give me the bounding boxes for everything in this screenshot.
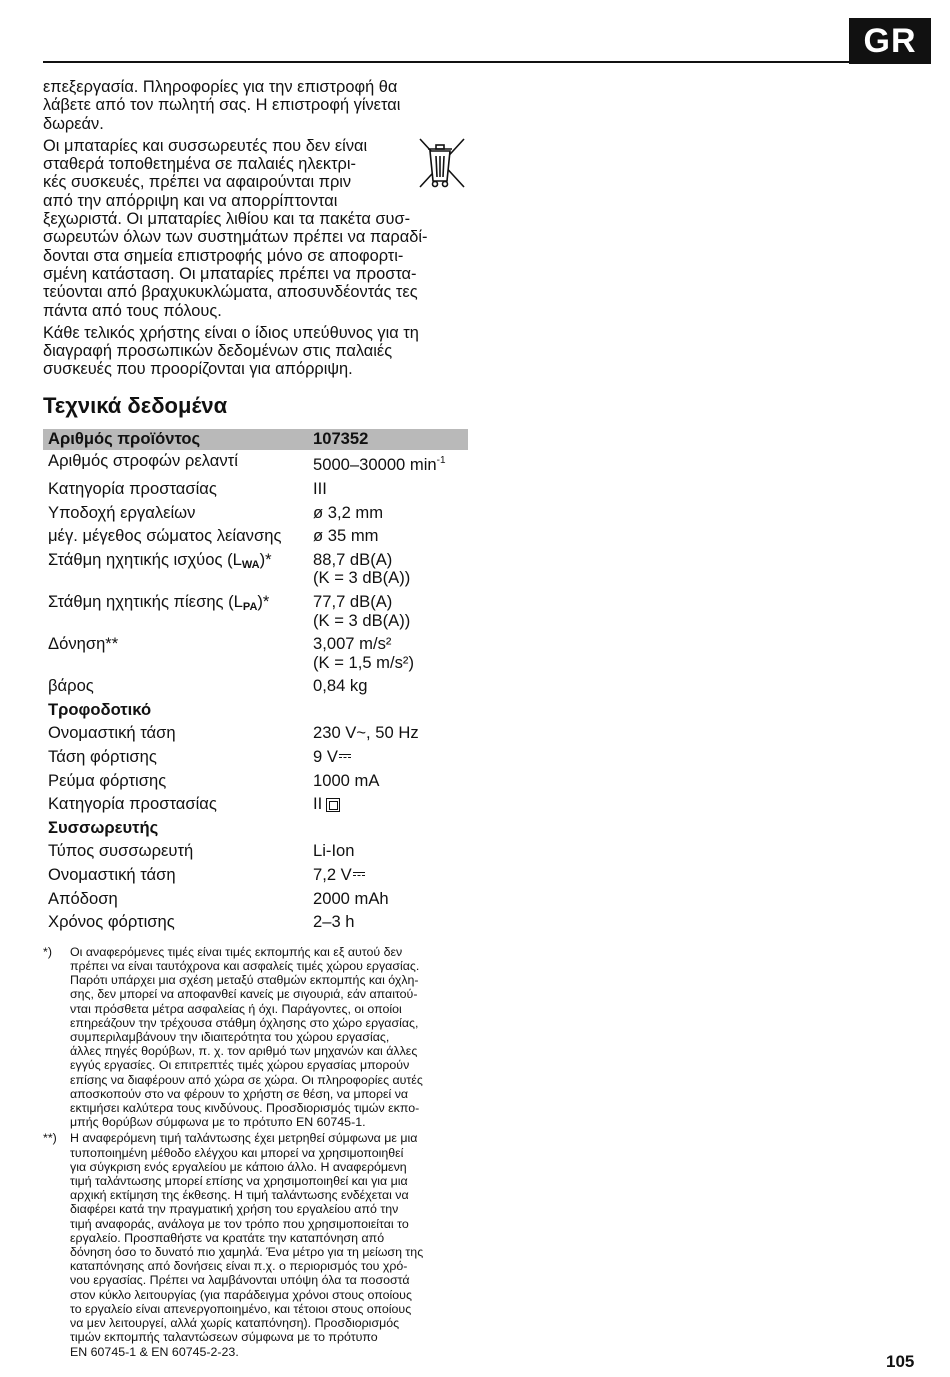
table-header-row [43,429,468,451]
text-line: νου εργασίας. Πρέπει να λαμβάνονται υπόψη όλα τα ποσοστά [70,1273,410,1288]
row-label: Ονομαστική τάση [48,865,176,885]
text-line: τυποποιημένη μέθοδο ελέγχου και μπορεί να χρησιμοποιηθεί [70,1145,404,1160]
table-row [43,911,468,935]
text-line: επηρεάζουν την τρέχουσα στάθμη όχλησης στο χώρο εργασίας, [70,1015,419,1030]
header-rule [43,61,850,63]
tech-data-table [43,429,468,935]
text-line: συσκευές που προορίζονται για απόρριψη. [43,360,353,379]
text-line: άλλες πηγές θορύβων, π. χ. τον αριθμό των μηχανών και άλλες [70,1044,418,1059]
row-value: 1000 mA [313,770,380,790]
row-value: ø 3,2 mm [313,502,384,522]
footnote-mark: **) [43,1131,57,1146]
text-line: το εργαλείο είναι απενεργοποιημένο, και τέτοιοι στους οποίους [70,1301,412,1316]
table-row [43,770,468,794]
data-deletion-paragraph [43,324,468,379]
text-line: μπής θορύβων σύμφωνα με το πρότυπο EN 60745-1. [70,1115,366,1130]
row-label: Κατηγορία προστασίας [48,794,217,814]
row-value: III [313,478,327,498]
value-line: 88,7 dB(A) [313,549,393,569]
row-label: Δόνηση** [48,634,119,654]
row-label: Υποδοχή εργαλείων [48,502,196,522]
intro-paragraph [43,78,468,133]
value-text: 9 V [313,747,338,767]
subheading-label: Τροφοδοτικό [48,699,152,719]
row-label: Αριθμός προϊόντος [43,429,308,451]
text-line: εγγύς εργασίες. Οι επιτρεπτές τιμές χώρου εργασίας μπορούν [70,1058,410,1073]
value-line: (K = 1,5 m/s²) [313,652,414,672]
crossed-out-wheeled-bin-icon [412,137,468,193]
row-label: Απόδοση [48,888,118,908]
row-value: 2000 mAh [313,888,389,908]
unit-exponent: -1 [436,455,446,467]
row-label: Ρεύμα φόρτισης [48,770,167,790]
text-line: νται πρόσθετα μέτρα ασφαλείας ή όχι. Παράγοντες, οι οποίοι [70,1001,402,1016]
text-line: στον κύκλο λειτουργίας (για παράδειγμα χρόνοι στους οποίους [70,1287,412,1302]
row-value: 0,84 kg [313,676,368,696]
double-insulation-icon [326,798,340,812]
row-label [43,549,308,591]
row-value [308,633,468,675]
text-line: δόνηση όσο το δυνατό πιο χαμηλά. Ένα μέτρο για τη μείωση της [70,1245,424,1260]
table-row [43,478,468,502]
row-label: βάρος [48,676,94,696]
table-row [43,746,468,770]
table-row [43,525,468,549]
value-text: 5000–30000 min [313,455,437,475]
row-value [308,793,468,817]
table-row [43,864,468,888]
row-value [308,450,468,478]
text-line: δωρεάν. [43,114,104,133]
text-line: τιμή ταλάντωσης μπορεί επίσης να χρησιμοποιηθεί και για μια [70,1174,408,1189]
row-label: Κατηγορία προστασίας [48,478,217,498]
label-text: Στάθμη ηχητικής πίεσης (L [48,591,243,611]
row-label: Τάση φόρτισης [48,747,157,767]
label-text: Στάθμη ηχητικής ισχύος (L [48,549,242,569]
value-line: (K = 3 dB(A)) [313,610,411,630]
row-value: 2–3 h [313,912,355,932]
row-value: Li-Ion [313,841,355,861]
text-line: κές συσκευές, πρέπει να αφαιρούνται πριν [43,173,352,192]
table-row [43,502,468,526]
value-text: II [313,794,323,814]
text-line: εργαλείο. Προσπαθήστε να κρατάτε την καταπόνηση από [70,1230,385,1245]
text-line: Η αναφερόμενη τιμή ταλάντωσης έχει μετρηθεί σύμφωνα με μια [70,1131,418,1146]
text-line: τιμή αναφοράς, ανάλογα με τον τρόπο που χρησιμοποιείται το [70,1216,409,1231]
text-line: διαγραφή προσωπικών δεδομένων στις παλαιές [43,342,393,361]
value-text: 7,2 V [313,865,352,885]
text-line: σης, δεν μπορεί να αποφανθεί κανείς με σιγουριά, εάν απαιτού- [70,987,418,1002]
row-label [43,591,308,633]
value-line: (K = 3 dB(A)) [313,568,411,588]
text-line: EN 60745-1 & EN 60745-2-23. [70,1344,239,1359]
text-line: Κάθε τελικός χρήστης είναι ο ίδιος υπεύθυνος για τη [43,323,419,342]
text-line: σωρευτών όλων των συστημάτων πρέπει να παραδί- [43,228,428,247]
row-value [308,746,468,770]
text-line: Παρότι υπάρχει μια σχέση μεταξύ σταθμών εκπομπής και όχλη- [70,973,419,988]
text-line: σταθερά τοποθετημένα σε παλαιές ηλεκτρι- [43,155,356,174]
value-line: 3,007 m/s² [313,634,392,654]
table-row [43,722,468,746]
section-title: Τεχνικά δεδομένα [43,392,228,418]
content-column [43,78,468,1361]
text-line: δονται στα σημεία επιστροφής μόνο σε αποφορτι- [43,246,404,265]
text-line: πάντα από τους πόλους. [43,301,222,320]
label-subscript: PA [242,600,258,613]
text-line: ξεχωριστά. Οι μπαταρίες λιθίου και τα πακέτα συσ- [43,210,411,229]
table-row [43,675,468,699]
text-line: τιμών εκπομπής ταλαντώσεων σύμφωνα με το πρότυπο [70,1330,378,1345]
footnote-emission [43,945,468,1130]
text-line: για σύγκριση ενός εργαλείου με κάποιο άλλο. Η αναφερόμενη [70,1159,407,1174]
table-subheading-row [43,817,468,841]
row-value [308,549,468,591]
footnotes [43,945,468,1359]
row-label: Χρόνος φόρτισης [48,912,175,932]
row-label: Ονομαστική τάση [48,723,176,743]
text-line: συμπεριλαμβάνουν την ιδιαιτερότητα του χώρου εργασίας, [70,1030,390,1045]
text-line: επεξεργασία. Πληροφορίες για την επιστροφή θα [43,78,398,96]
text-line: εκτιμήσει καλύτερα τους κινδύνους. Προσδιορισμός τιμών εκπο- [70,1101,420,1116]
table-row [43,549,468,591]
text-line: διαφέρει κατά την πραγματική χρήση του εργαλείου από την [70,1202,399,1217]
table-subheading-row [43,699,468,723]
footnote-vibration [43,1131,468,1358]
row-label: Αριθμός στροφών ρελαντί [48,451,238,471]
text-line: επίσης να διαφέρουν από χώρα σε χώρα. Οι πληροφορίες αυτές [70,1072,423,1087]
text-line: σμένη κατάσταση. Οι μπαταρίες πρέπει να προστα- [43,264,417,283]
text-line: αρχική εκτίμηση της έκθεσης. Η τιμή ταλάντωσης ενδέχεται να [70,1188,409,1203]
text-line: λάβετε από τον πωλητή σας. Η επιστροφή γίνεται [43,96,401,115]
footnote-mark: *) [43,944,52,959]
label-suffix: )* [259,549,272,569]
table-row [43,840,468,864]
label-suffix: )* [257,591,270,611]
text-line: Οι αναφερόμενες τιμές είναι τιμές εκπομπής και εξ αυτού δεν [70,944,403,959]
direct-current-icon [353,871,365,879]
table-row [43,793,468,817]
table-row [43,633,468,675]
text-line: τεύονται από βραχυκυκλώματα, αποσυνδέοντάς τες [43,283,418,302]
text-line: από την απόρριψη και να απορρίπτονται [43,191,338,210]
language-tab: GR [849,18,931,64]
row-value: 107352 [308,429,468,451]
table-row [43,591,468,633]
text-line: να μεν λειτουργεί, αλλά χωρίς καταπόνηση). Προσδιορισμός [70,1316,400,1331]
row-label: μέγ. μέγεθος σώματος λείανσης [48,526,282,546]
text-line: πρέπει να είναι ταυτόχρονα και ασφαλείς τιμές χώρου εργασίας. [70,959,420,974]
battery-disposal-paragraph [43,137,468,320]
row-value [308,591,468,633]
text-line: Οι μπαταρίες και συσσωρευτές που δεν είναι [43,136,368,155]
text-line: καταπόνησης από δονήσεις είναι π.χ. ο περιορισμός του χρό- [70,1259,408,1274]
row-value: ø 35 mm [313,526,379,546]
text-line: αποσκοπούν στο να φέρουν το χρήστη σε θέση, να μπορεί να [70,1086,409,1101]
row-value: 230 V~, 50 Hz [313,723,419,743]
value-line: 77,7 dB(A) [313,591,393,611]
row-value [308,864,468,888]
subheading-label: Συσσωρευτής [48,817,159,837]
row-label: Τύπος συσσωρευτή [48,841,194,861]
page-number: 105 [886,1352,915,1371]
table-row [43,888,468,912]
label-subscript: WA [241,558,260,571]
table-row [43,450,468,478]
direct-current-icon [339,753,351,761]
